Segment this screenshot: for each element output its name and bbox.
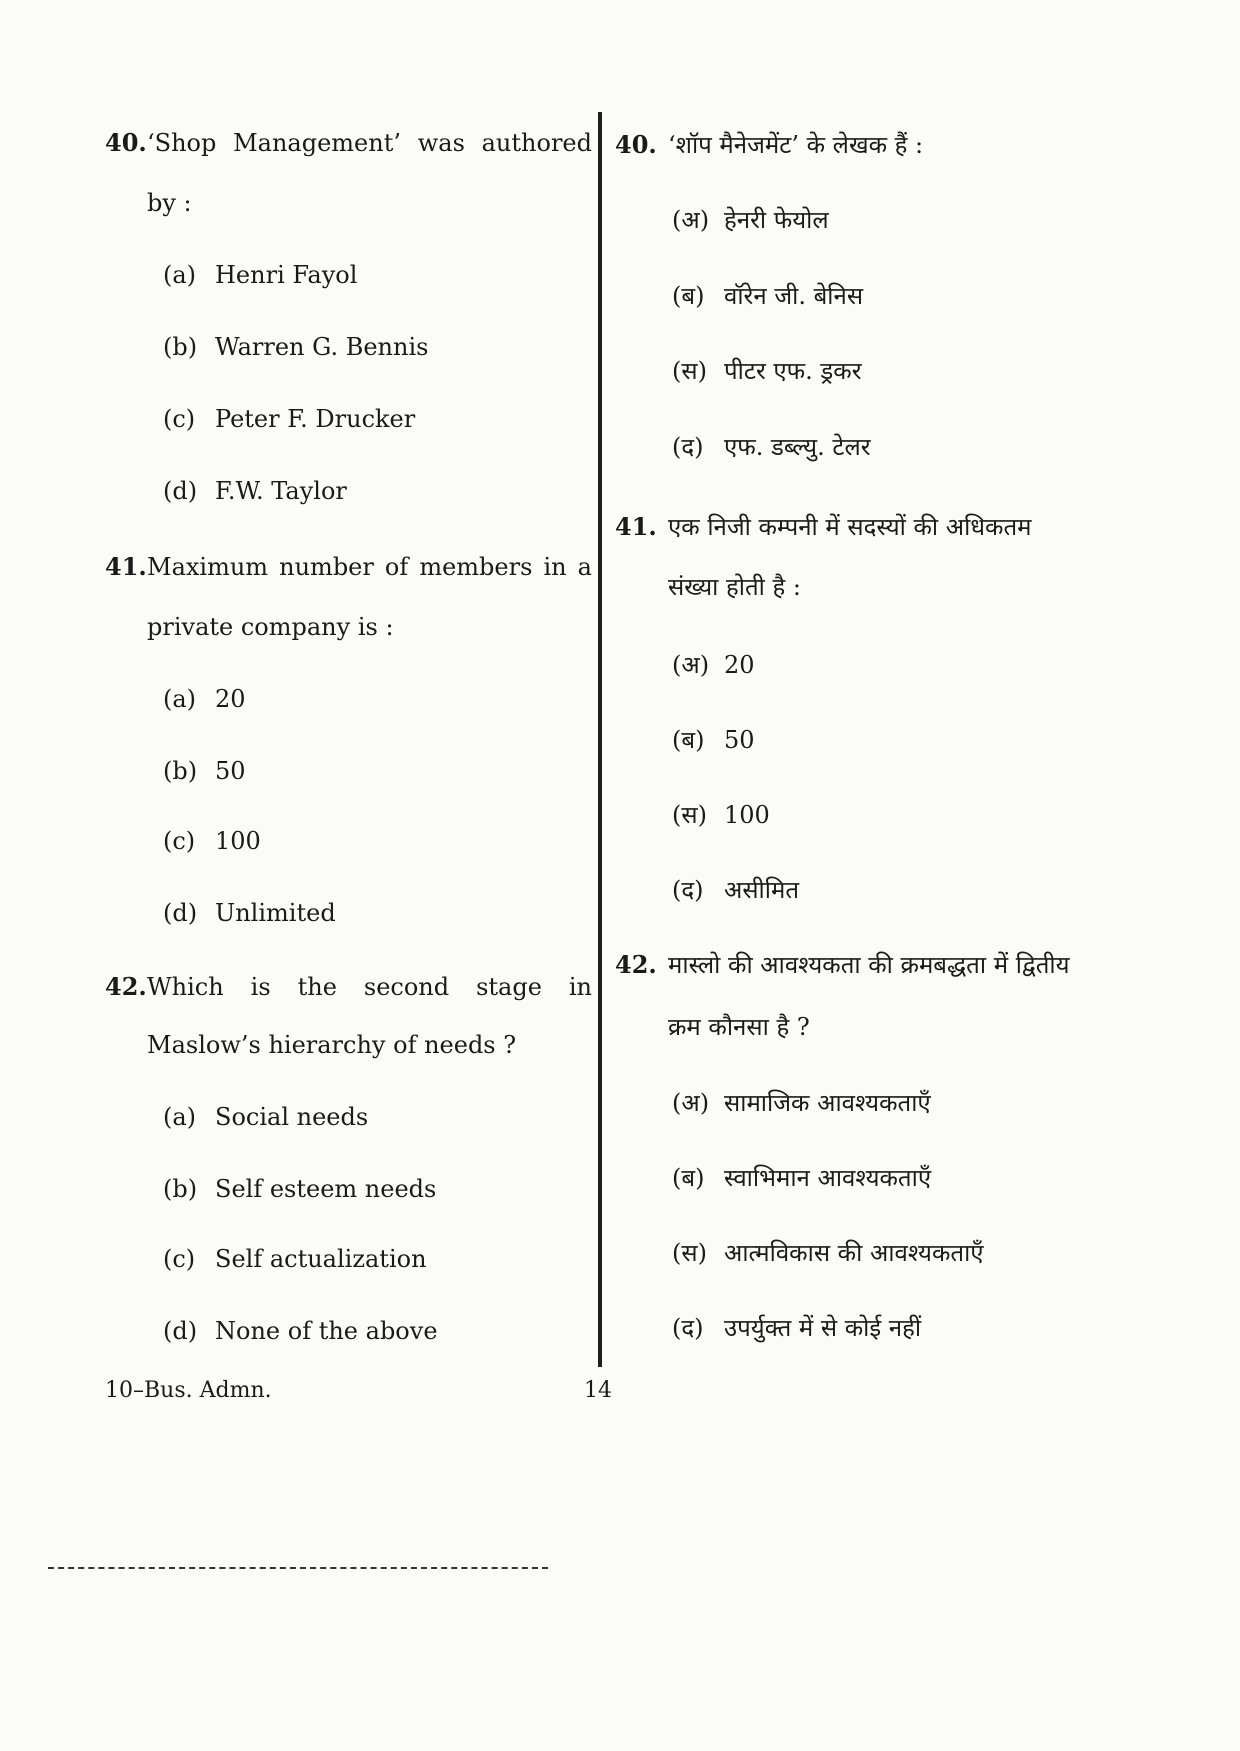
question-text-line: संख्या होती है : — [668, 573, 801, 601]
question-text-line — [147, 972, 592, 1002]
option-d: (d) None of the above — [163, 1317, 438, 1345]
word: Maximum — [147, 553, 269, 581]
option-d: (द) उपर्युक्त में से कोई नहीं — [672, 1314, 922, 1342]
option-a: (a) Social needs — [163, 1103, 369, 1131]
option-d: (d) F.W. Taylor — [163, 477, 347, 505]
option-c: (c) Peter F. Drucker — [163, 405, 416, 433]
word: a — [577, 553, 592, 581]
option-a: (अ) सामाजिक आवश्यकताएँ — [672, 1089, 931, 1117]
word: second — [363, 973, 450, 1001]
question-text-line: Maslow’s hierarchy of needs ? — [147, 1031, 517, 1059]
option-d: (द) एफ. डब्ल्यु. टेलर — [672, 433, 871, 461]
question-number: 42. — [615, 950, 657, 979]
question-text-line: ‘शॉप मैनेजमेंट’ के लेखक हैं : — [668, 131, 924, 159]
column-divider — [598, 112, 602, 1367]
word: number — [279, 553, 374, 581]
option-c: (c) Self actualization — [163, 1245, 427, 1273]
word: Which — [147, 973, 224, 1001]
option-c: (स) आत्मविकास की आवश्यकताएँ — [672, 1239, 984, 1267]
question-text-line — [147, 128, 592, 158]
option-a: (अ) हेनरी फेयोल — [672, 206, 829, 234]
word: the — [297, 973, 337, 1001]
question-text-line: क्रम कौनसा है ? — [668, 1013, 810, 1041]
word: authored — [481, 129, 592, 157]
question-number: 41. — [615, 512, 657, 541]
question-text-line — [147, 552, 592, 582]
option-a: (a) 20 — [163, 685, 246, 713]
word: in — [568, 973, 592, 1001]
option-b: (ब) 50 — [672, 726, 755, 754]
question-text-line: एक निजी कम्पनी में सदस्यों की अधिकतम — [668, 513, 1032, 541]
question-number: 40. — [615, 130, 657, 159]
question-number: 42. — [105, 972, 147, 1001]
footer-rule — [48, 1567, 548, 1569]
option-c: (स) पीटर एफ. ड्रकर — [672, 357, 862, 385]
question-text-line: private company is : — [147, 613, 394, 641]
question-text-line: by : — [147, 189, 192, 217]
option-b: (b) Self esteem needs — [163, 1175, 437, 1203]
option-b: (ब) वॉरेन जी. बेनिस — [672, 282, 864, 310]
option-d: (द) असीमित — [672, 876, 800, 904]
option-a: (a) Henri Fayol — [163, 261, 358, 289]
word: was — [417, 129, 465, 157]
option-b: (b) 50 — [163, 757, 246, 785]
paper-code: 10–Bus. Admn. — [105, 1378, 272, 1403]
word: members — [419, 553, 533, 581]
word: is — [250, 973, 271, 1001]
question-number: 40. — [105, 128, 147, 157]
option-b: (ब) स्वाभिमान आवश्यकताएँ — [672, 1164, 932, 1192]
word: in — [543, 553, 567, 581]
word: ‘Shop — [147, 129, 217, 157]
question-text-line: मास्लो की आवश्यकता की क्रमबद्धता में द्वितीय — [668, 951, 1070, 979]
option-c: (c) 100 — [163, 827, 261, 855]
word: Management’ — [233, 129, 401, 157]
option-d: (d) Unlimited — [163, 899, 336, 927]
option-c: (स) 100 — [672, 801, 770, 829]
page-number: 14 — [584, 1378, 612, 1403]
word: stage — [476, 973, 542, 1001]
option-b: (b) Warren G. Bennis — [163, 333, 429, 361]
word: of — [384, 553, 409, 581]
question-number: 41. — [105, 552, 147, 581]
option-a: (अ) 20 — [672, 651, 755, 679]
